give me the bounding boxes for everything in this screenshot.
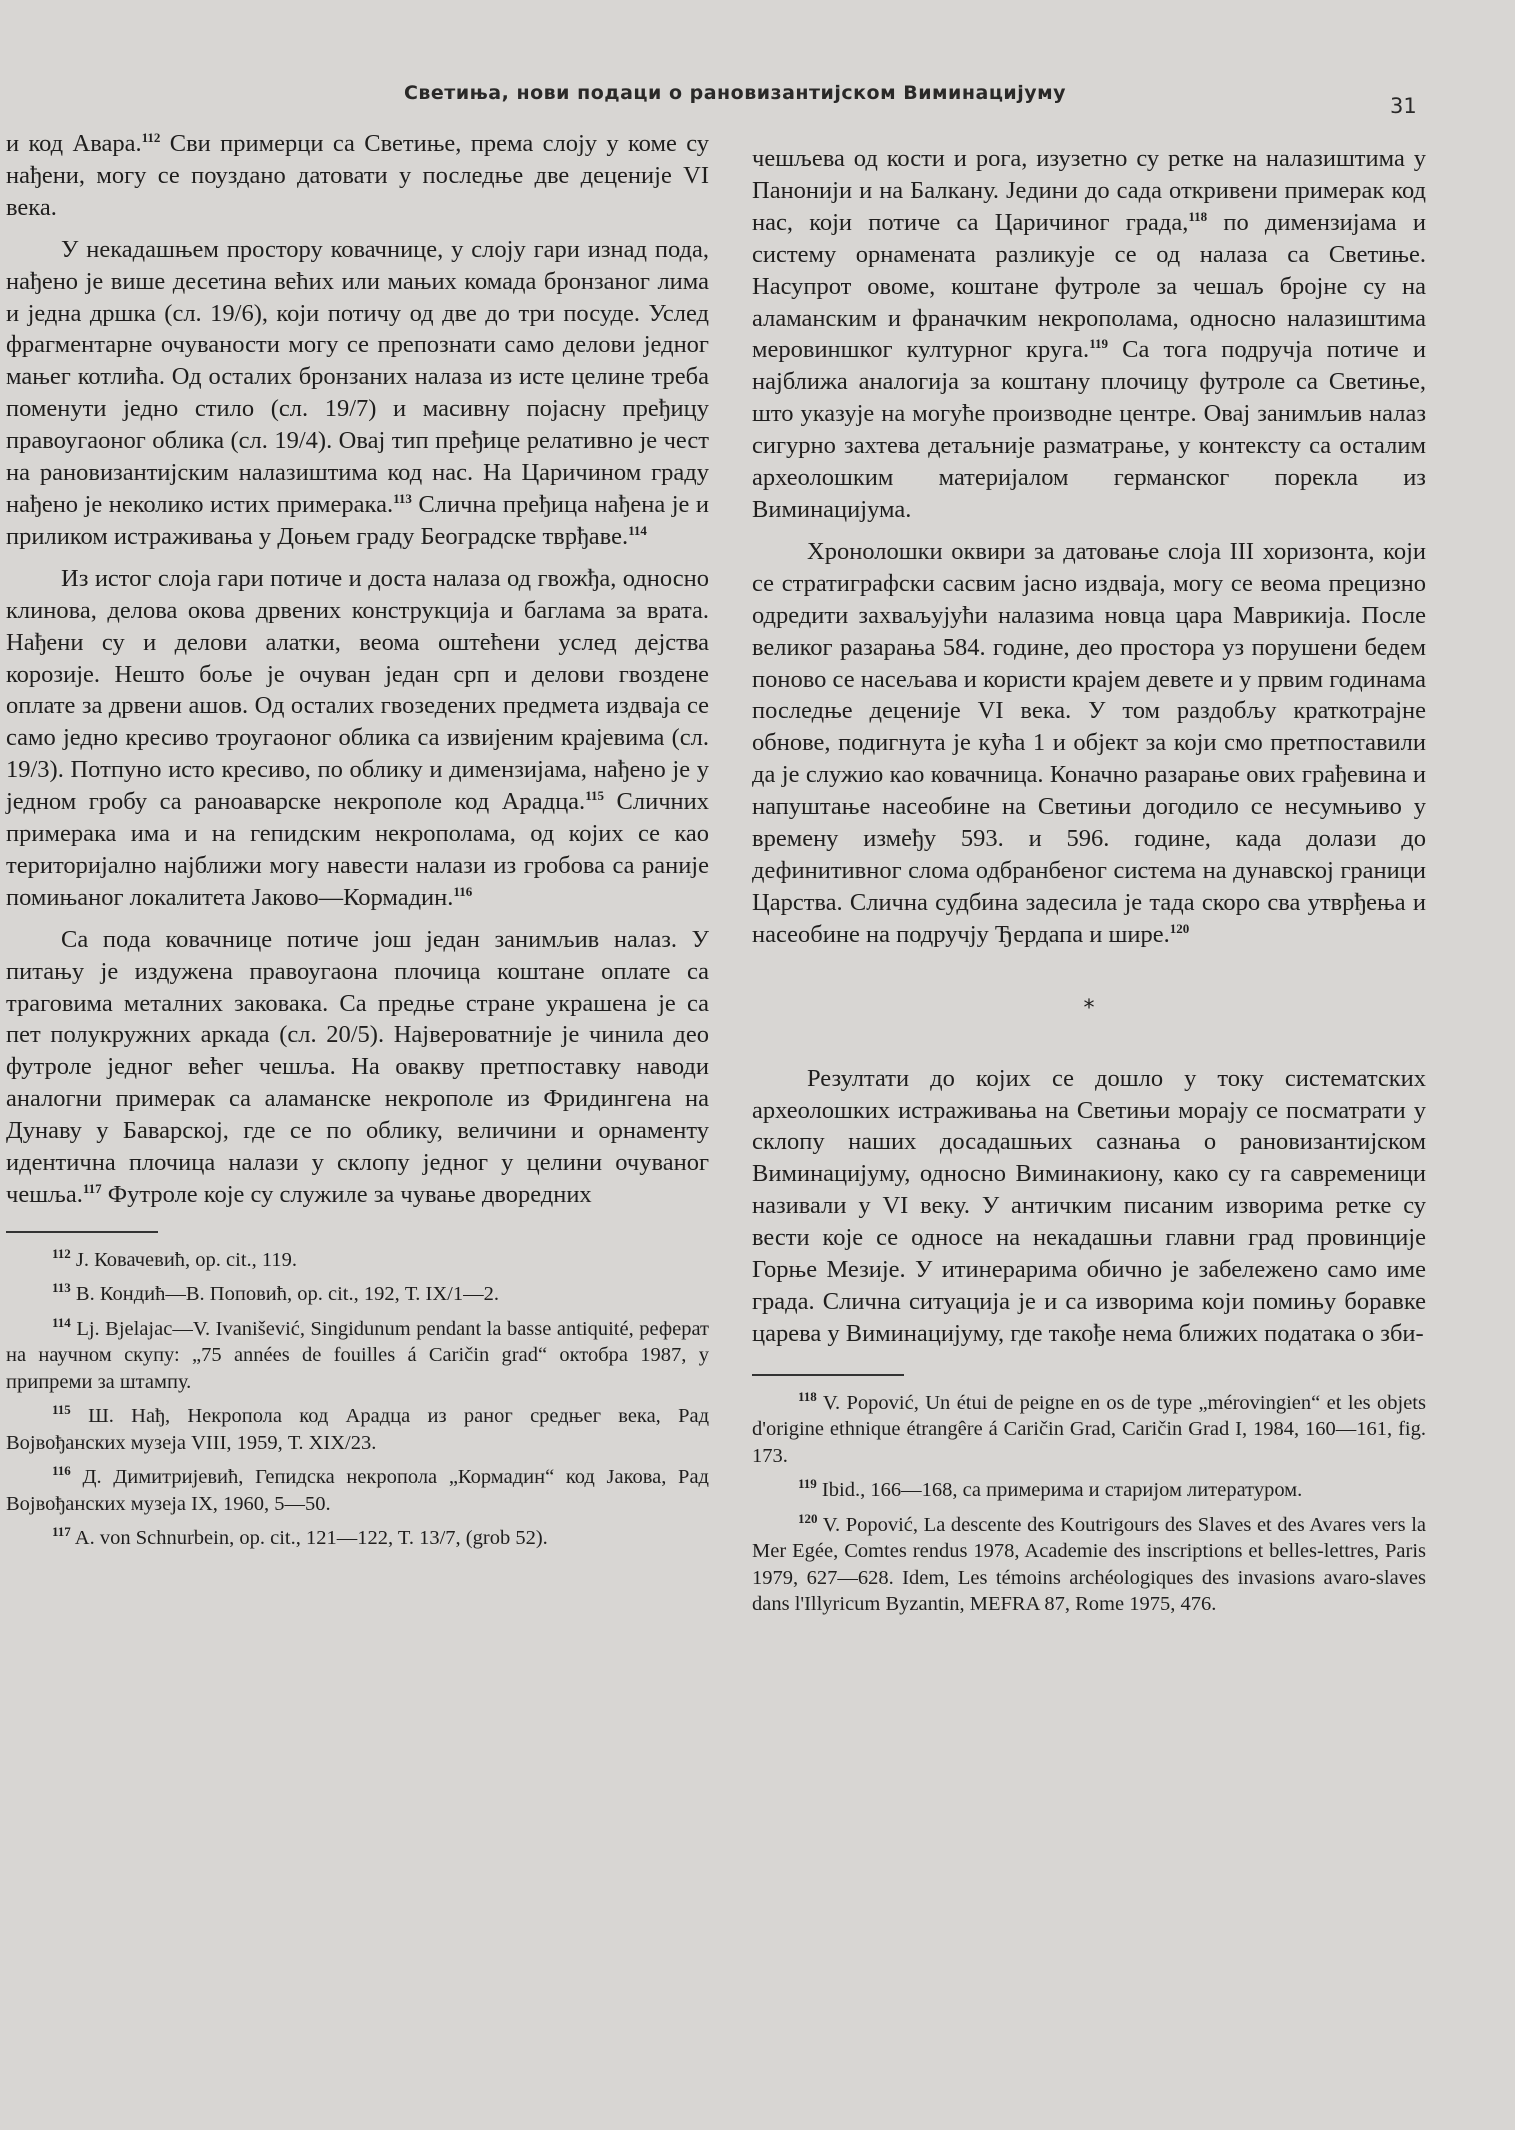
footnote-ref: 118 bbox=[1188, 208, 1208, 224]
footnote-ref: 119 bbox=[1089, 336, 1108, 352]
footnote-rule bbox=[6, 1231, 158, 1233]
footnote: $^{115}$ Ш. Нађ, Некропола код Арадца из раног средњег века, Рад Војвођанских музеја VIII, 1959, Т. XIX/23. bbox=[6, 1402, 710, 1454]
body-paragraph: У некадашњем простору ковачнице, у слоју гари изнад пода, нађено је више десетина већих или мањих комада бронзаног лима и једна дршка (сл. 19/6), који потичу од две до три посуде. Услед фрагментарне очуваности могу се препознати само делови једног мањег котлића. Од осталих бронзаних налаза из исте целине треба поменути једно стило (сл. 19/7) и масивну појасну пређицу правоугаоног облика (сл. 19/4). Овај тип пређице релативно је чест на рановизантијским налазиштима код нас. На Царичином граду нађено је неколико истих примерака.$^{113}$ Слична пређица нађена је и приликом истраживања у Доњем граду Београдске тврђаве.$^{114}$ bbox=[6, 235, 709, 550]
footnote-rule bbox=[752, 1374, 904, 1376]
right-column bbox=[752, 143, 1426, 1626]
page-number: 31 bbox=[1390, 94, 1417, 118]
footnote: $^{117}$ A. von Schnurbein, op. cit., 121—122, T. 13/7, (grob 52). bbox=[52, 1524, 548, 1550]
body-paragraph: и код Авара.$^{112}$ Сви примерци са Светиње, према слоју у коме су нађени, могу се поуздано датовати у последње две деценије VI века. bbox=[6, 129, 710, 221]
footnote: $^{120}$ V. Popović, La descente des Koutrigours des Slaves et des Avares vers la Mer Egée, Comtes rendus 1978, Academie des inscriptions et belles-lettres, Paris 1979, 627—628. Idem, Les témoins archéologiques des invasions avaro-slaves dans l'Illyricum Byzantin, MEFRA 87, Rome 1975, 476. bbox=[752, 1510, 1426, 1616]
footnote: $^{116}$ Д. Димитријевић, Гепидска некропола „Кормадин“ код Јакова, Рад Војвођанских музеја IX, 1960, 5—50. bbox=[6, 1463, 709, 1515]
footnote-ref: 117 bbox=[82, 1180, 102, 1196]
left-column bbox=[6, 128, 709, 1560]
footnote-ref: 115 bbox=[585, 787, 604, 803]
running-title: Светиња, нови подаци о рановизантијском Виминацијуму bbox=[403, 82, 1067, 104]
footnote-ref: 116 bbox=[453, 883, 473, 899]
footnote: $^{114}$ Lj. Bjelajac—V. Ivanišević, Singidunum pendant la basse antiquité, реферат на научном скупу: „75 années de fouilles á Caričin grad“ октобра 1987, у припреми за штампу. bbox=[6, 1315, 709, 1393]
body-paragraph: чешљева од кости и рога, изузетно су ретке на налазиштима у Панонији и на Балкану. Једини до сада откривени примерак код нас, који потиче са Царичиног града,$^{118}$ по димензијама и систему орнамената разликује се од налаза са Светиње. Насупрот овоме, коштане футроле за чешаљ бројне су на аламанским и франачким некрополама, односно налазиштима меровиншког културног круга.$^{119}$ Са тога подручја потиче и најближа аналогија за коштану плочицу футроле са Светиње, што указује на могуће производне центре. Овај занимљив налаз сигурно захтева детаљније разматрање, у контексту са осталим археолошким материјалом германског порекла из Виминацијума. bbox=[752, 145, 1426, 523]
footnote-ref: 120 bbox=[1169, 920, 1190, 936]
footnote-ref: 113 bbox=[393, 490, 412, 506]
footnote: $^{112}$ Ј. Ковачевић, op. cit., 119. bbox=[52, 1246, 298, 1271]
footnote: $^{119}$ Ibid., 166—168, са примерима и старијом литературом. bbox=[798, 1476, 1303, 1502]
section-separator: * bbox=[1083, 995, 1095, 1021]
body-paragraph: Са пода ковачнице потиче још један занимљив налаз. У питању је издужена правоугаона плочица коштане оплате са траговима металних заковака. Са предње стране украшена је са пет полукружних аркада (сл. 20/5). Највероватније је чинила део футроле једног већег чешља. На овакву претпоставку наводи аналогни примерак са аламанске некрополе из Фридингена на Дунаву у Баварској, где се по облику, величини и орнаменту идентична плочица налази у склопу једног у целини очуваног чешља.$^{117}$ Футроле које су служиле за чување дворедних bbox=[6, 925, 709, 1208]
footnote: $^{113}$ В. Кондић—В. Поповић, op. cit., 192, Т. IX/1—2. bbox=[52, 1280, 500, 1306]
footnote-ref: 114 bbox=[628, 522, 647, 538]
footnote-ref: 112 bbox=[141, 129, 161, 145]
footnote: $^{118}$ V. Popović, Un étui de peigne en os de type „mérovingien“ et les objets d'origine ethnique étrangêre á Caričin Grad, Caričin Grad I, 1984, 160—161, fig. 173. bbox=[752, 1388, 1426, 1467]
footnotes-right bbox=[752, 1390, 1426, 1618]
footnotes-left bbox=[6, 1247, 709, 1552]
body-paragraph: Хронолошки оквири за датовање слоја III хоризонта, који се стратиграфски сасвим јасно издваја, могу се веома прецизно одредити захваљујући налазима новца цара Маврикија. После великог разарања 584. године, део простора уз порушени бедем поново се насељава и користи крајем девете и у првим годинама последње деценије VI века. У том раздобљу краткотрајне обнове, подигнута је кућа 1 и објект за који смо претпоставили да је служио као ковачница. Коначно разарање ових грађевина и напуштање насеобине на Светињи догодило се несумњиво у времену између 593. и 596. године, када долази до дефинитивног слома одбранбеног система на дунавској граници Царства. Слична судбина задесила је тада скоро сва утврђења и насеобине на подручју Ђердапа и шире.$^{120}$ bbox=[752, 537, 1426, 948]
body-paragraph: Резултати до којих се дошло у току систематских археолошких истраживања на Светињи морају се посматрати у склопу наших досадашњих сазнања о рановизантијском Виминацијуму, односно Виминакиону, како су га савременици називали у VI веку. У античким писаним изворима ретке су вести које се односе на некадашњи главни град провинције Горње Мезије. У итинерарима обично је забележено само име града. Слична ситуација је и са изворима који помињу боравке царева у Виминацијуму, где такође нема ближих података о зби- bbox=[752, 1064, 1426, 1347]
body-paragraph: Из истог слоја гари потиче и доста налаза од гвожђа, односно клинова, делова окова дрвених конструкција и баглама за врата. Нађени су и делови алатки, веома оштећени услед дејства корозије. Нешто боље је очуван један срп и делови гвоздене оплате за дрвени ашов. Од осталих гвозедених предмета издваја се само једно кресиво троугаоног облика са извијеним крајевима (сл. 19/3). Потпуно исто кресиво, по облику и димензијама, нађено је у једном гробу са раноаварске некрополе код Арадца.$^{115}$ Сличних примерака има и на гепидским некрополама, од којих се као територијално најближи могу навести налази из гробова са раније помињаног локалитета Јаково—Кормадин.$^{116}$ bbox=[6, 564, 709, 911]
